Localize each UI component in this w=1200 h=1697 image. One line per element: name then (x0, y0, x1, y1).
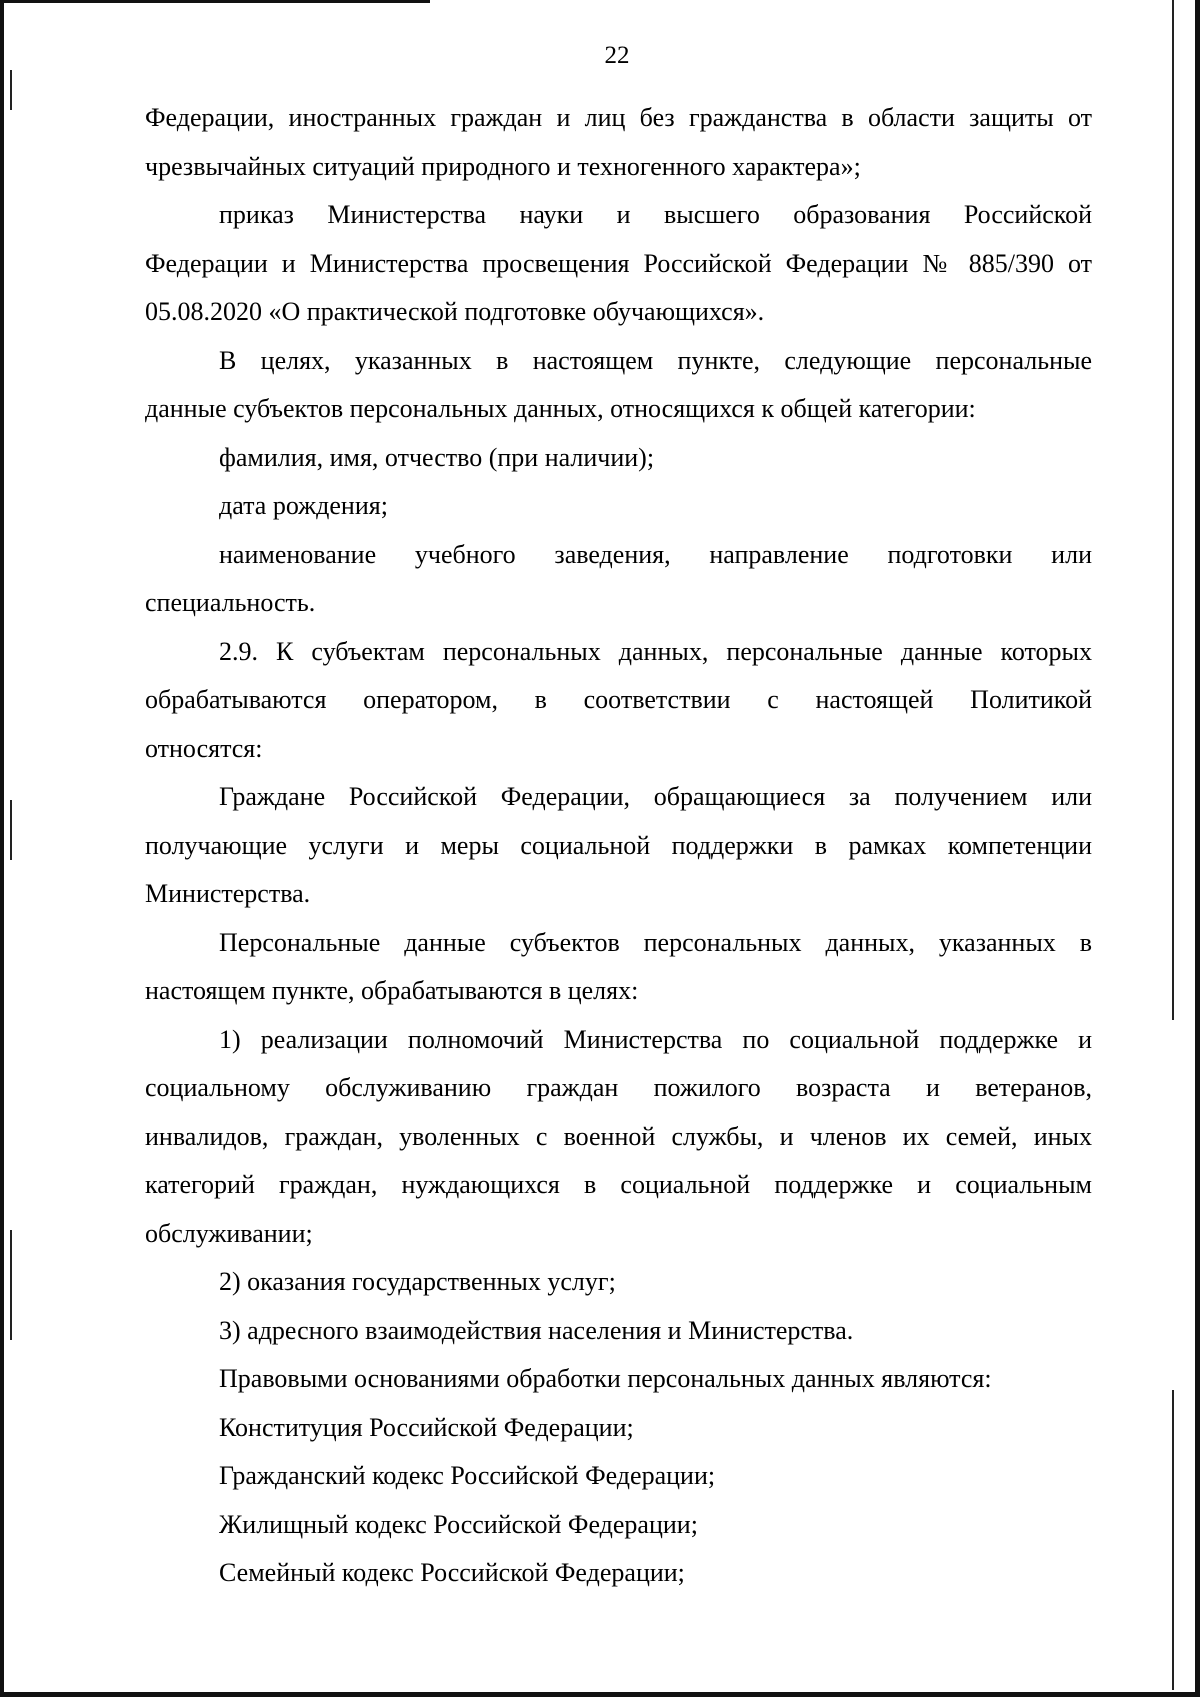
scan-edge-bottom (0, 1692, 1200, 1697)
text-line: Правовыми основаниями обработки персональных данных являются: (219, 1364, 992, 1393)
page-number: 22 (604, 42, 630, 69)
scan-artifact-mark (10, 800, 12, 860)
text-line: Гражданский кодекс Российской Федерации; (219, 1461, 716, 1490)
text-line: Персональные данные субъектов персональных данных, указанных в (219, 927, 1092, 957)
text-line: Министерства. (145, 879, 311, 908)
text-line: относятся: (145, 733, 263, 763)
text-line: настоящем пункте, обрабатываются в целях: (145, 976, 639, 1005)
scan-edge-right (1195, 0, 1200, 1697)
scan-edge-top (0, 0, 430, 3)
scan-artifact-line (1172, 0, 1174, 1020)
text-line: 2) оказания государственных услуг; (219, 1267, 616, 1296)
scan-artifact-line (1172, 1390, 1174, 1690)
text-line: специальность. (145, 588, 316, 617)
scan-edge-left (0, 0, 4, 1697)
text-line: приказ Министерства науки и высшего образования Российской (219, 200, 1092, 229)
text-line: наименование учебного заведения, направление подготовки или (219, 539, 1092, 569)
text-line: получающие услуги и меры социальной поддержки в рамках компетенции (145, 830, 1092, 860)
text-line: Жилищный кодекс Российской Федерации; (219, 1509, 698, 1539)
text-line: фамилия, имя, отчество (при наличии); (219, 442, 655, 472)
text-line: Семейный кодекс Российской Федерации; (219, 1558, 685, 1587)
scan-artifact-mark (10, 70, 12, 110)
text-line: Конституция Российской Федерации; (219, 1412, 634, 1442)
text-line: 2.9. К субъектам персональных данных, персональные данные которых (219, 636, 1092, 666)
text-line: Федерации и Министерства просвещения Российской Федерации № 885/390 от (145, 248, 1092, 278)
text-line: Граждане Российской Федерации, обращающиеся за получением или (219, 782, 1092, 811)
text-line: 3) адресного взаимодействия населения и Министерства. (219, 1315, 854, 1345)
text-line: 05.08.2020 «О практической подготовке обучающихся». (145, 297, 765, 326)
text-line: Федерации, иностранных граждан и лиц без гражданства в области защиты от (145, 103, 1092, 132)
text-line: категорий граждан, нуждающихся в социальной поддержке и социальным (145, 1170, 1092, 1199)
text-line: данные субъектов персональных данных, относящихся к общей категории: (145, 394, 976, 423)
text-line: обслуживании; (145, 1218, 313, 1248)
text-line: 1) реализации полномочий Министерства по социальной поддержке и (219, 1024, 1092, 1054)
text-line: чрезвычайных ситуаций природного и техногенного характера»; (145, 151, 861, 181)
document-body (145, 94, 1092, 1598)
text-line: В целях, указанных в настоящем пункте, следующие персональные (219, 345, 1092, 375)
text-line: обрабатываются оператором, в соответствии с настоящей Политикой (145, 685, 1092, 714)
text-line: инвалидов, граждан, уволенных с военной службы, и членов их семей, иных (145, 1121, 1092, 1151)
scan-artifact-mark (10, 1230, 12, 1340)
text-line: дата рождения; (219, 491, 388, 520)
text-line: социальному обслуживанию граждан пожилого возраста и ветеранов, (145, 1073, 1092, 1102)
